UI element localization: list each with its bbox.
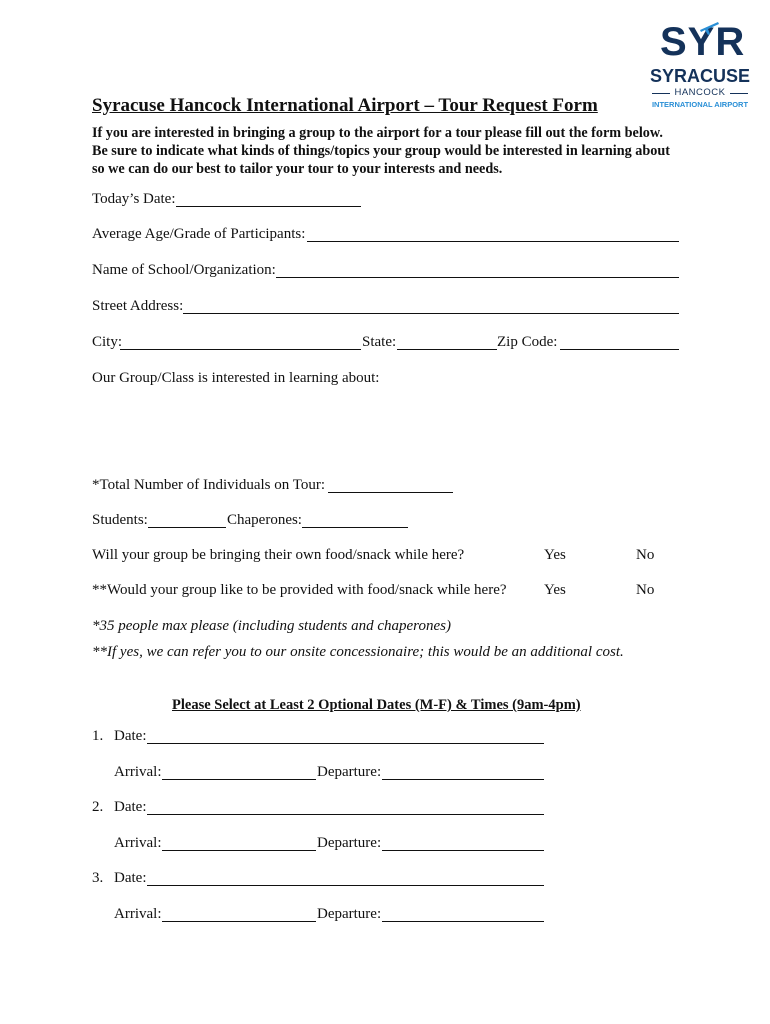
entry-3-date-field[interactable] (147, 870, 544, 886)
entry-1-arrival-field[interactable] (162, 764, 316, 780)
airplane-icon (698, 20, 720, 36)
entry-3-number: 3. (92, 870, 104, 886)
entry-2-date-field[interactable] (147, 799, 544, 815)
entry-2-departure-label: Departure: (317, 835, 382, 851)
question-own-food: Will your group be bringing their own food/snack while here? (92, 547, 465, 563)
entry-1-arrival-label: Arrival: (114, 764, 162, 780)
chaperones-field[interactable] (302, 512, 408, 528)
students-field[interactable] (148, 512, 226, 528)
entry-1-departure-label: Departure: (317, 764, 382, 780)
entry-3-arrival-label: Arrival: (114, 906, 162, 922)
chaperones-label: Chaperones: (227, 512, 302, 528)
logo-sub: HANCOCK (674, 87, 726, 98)
question-provided-food-no[interactable]: No (636, 582, 655, 598)
logo-mark: SYR (660, 20, 746, 64)
state-label: State: (362, 334, 397, 350)
entry-1-departure-field[interactable] (382, 764, 544, 780)
zip-field[interactable] (560, 334, 679, 350)
entry-2-arrival-field[interactable] (162, 835, 316, 851)
school-org-field[interactable] (276, 262, 679, 278)
city-field[interactable] (120, 334, 361, 350)
todays-date-field[interactable] (176, 191, 361, 207)
entry-2-number: 2. (92, 799, 104, 815)
note-max-people: *35 people max please (including students and chaperones) (92, 618, 451, 634)
entry-2-arrival-label: Arrival: (114, 835, 162, 851)
entry-3-date-label: Date: (114, 870, 147, 886)
page-title: Syracuse Hancock International Airport – Tour Request Form (92, 95, 598, 116)
interests-label: Our Group/Class is interested in learning about: (92, 370, 380, 386)
question-provided-food: **Would your group like to be provided with food/snack while here? (92, 582, 507, 598)
total-label: *Total Number of Individuals on Tour: (92, 477, 326, 493)
entry-1-date-field[interactable] (147, 728, 544, 744)
street-label: Street Address: (92, 298, 184, 314)
logo-tagline: INTERNATIONAL AIRPORT (651, 100, 749, 109)
question-own-food-yes[interactable]: Yes (544, 547, 566, 563)
entry-1-number: 1. (92, 728, 104, 744)
airport-logo (650, 18, 750, 110)
question-own-food-no[interactable]: No (636, 547, 655, 563)
note-concessionaire: **If yes, we can refer you to our onsite concessionaire; this would be an additional cost. (92, 644, 624, 660)
students-label: Students: (92, 512, 148, 528)
logo-sub-row (650, 87, 750, 99)
logo-name: SYRACUSE (650, 66, 751, 86)
entry-3-departure-field[interactable] (382, 906, 544, 922)
logo-rule-left (652, 93, 670, 94)
intro-text: If you are interested in bringing a group to the airport for a tour please fill out the form below. Be sure to indicate what kinds of things/topics your group would be interested in learning about so we can do our best to tailor your tour to your interests and needs. (92, 125, 670, 177)
todays-date-label: Today’s Date: (92, 191, 176, 207)
state-field[interactable] (397, 334, 497, 350)
city-label: City: (92, 334, 123, 350)
interests-area[interactable] (92, 392, 682, 462)
street-field[interactable] (183, 298, 679, 314)
school-org-label: Name of School/Organization: (92, 262, 276, 278)
total-field[interactable] (328, 477, 453, 493)
zip-label: Zip Code: (497, 334, 558, 350)
entry-2-departure-field[interactable] (382, 835, 544, 851)
dates-heading: Please Select at Least 2 Optional Dates (M-F) & Times (9am-4pm) (172, 697, 581, 713)
entry-3-arrival-field[interactable] (162, 906, 316, 922)
entry-2-date-label: Date: (114, 799, 147, 815)
question-provided-food-yes[interactable]: Yes (544, 582, 566, 598)
average-age-field[interactable] (307, 226, 679, 242)
entry-3-departure-label: Departure: (317, 906, 382, 922)
entry-1-date-label: Date: (114, 728, 147, 744)
average-age-label: Average Age/Grade of Participants: (92, 226, 306, 242)
logo-rule-right (730, 93, 748, 94)
